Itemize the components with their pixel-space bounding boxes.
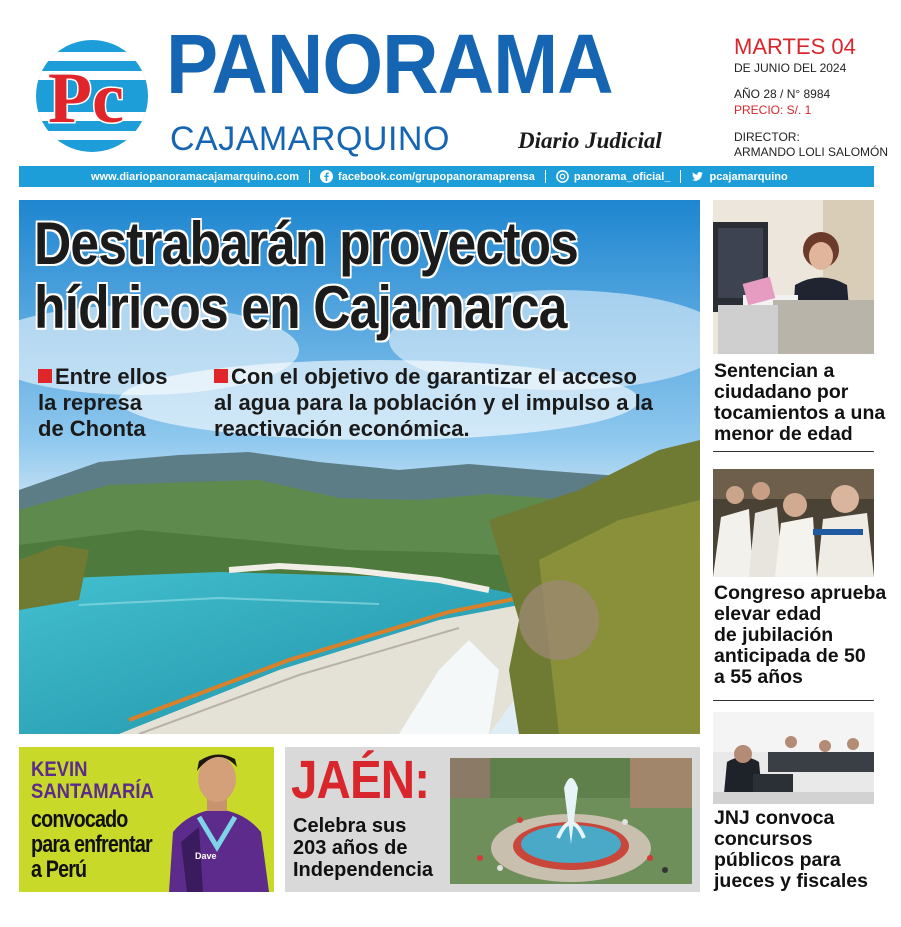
svg-text:Pc: Pc — [48, 58, 124, 138]
player-name: KEVIN SANTAMARÍA — [31, 758, 154, 803]
fountain-plaza-photo — [450, 758, 692, 884]
twitter-icon — [691, 170, 704, 183]
director-name: ARMANDO LOLI SALOMÓN — [734, 145, 889, 159]
instagram-link[interactable]: panorama_oficial_ — [556, 170, 671, 183]
website-link[interactable]: www.diariopanoramacajamarquino.com — [91, 170, 300, 183]
side-story-1: Sentencian a ciudadano por tocamientos a una menor de edad — [714, 360, 886, 445]
facebook-icon — [320, 170, 333, 183]
newspaper-title: PANORAMA — [166, 17, 613, 111]
jaen-story-text: Celebra sus 203 años de Independencia — [293, 815, 434, 881]
main-headline-line: hídricos en Cajamarca — [34, 274, 567, 341]
divider — [309, 170, 310, 183]
player-photo — [159, 747, 274, 892]
red-square-bullet — [214, 369, 228, 383]
main-headline — [34, 212, 578, 340]
courtroom-photo — [713, 200, 874, 354]
side-story-3: JNJ convoca concursos públicos para jueces y fiscales — [714, 807, 868, 892]
svg-text:Dave: Dave — [195, 851, 217, 861]
issue-number: AÑO 28 / N° 8984 — [734, 87, 831, 101]
side-story-2: Congreso aprueba elevar edad de jubilación anticipada de 50 a 55 años — [714, 582, 887, 688]
bullet-chonta: Entre ellos la represa de Chonta — [38, 364, 168, 441]
director-label: DIRECTOR: — [734, 130, 800, 144]
date-day: MARTES 04 — [734, 34, 856, 59]
twitter-link[interactable]: pcajamarquino — [691, 170, 787, 183]
facebook-link[interactable]: facebook.com/grupopanoramaprensa — [320, 170, 535, 183]
divider — [680, 170, 681, 183]
panorama-logo — [34, 38, 150, 154]
divider — [713, 451, 874, 452]
tagline: Diario Judicial — [518, 128, 662, 153]
price: PRECIO: S/. 1 — [734, 103, 812, 117]
date-rest: DE JUNIO DEL 2024 — [734, 61, 847, 75]
red-square-bullet — [38, 369, 52, 383]
instagram-icon — [556, 170, 569, 183]
social-bar — [19, 166, 874, 187]
jaen-title: JAÉN: — [291, 750, 430, 810]
player-story-text: convocado para enfrentar a Perú — [31, 806, 152, 883]
retirees-photo — [713, 469, 874, 577]
newspaper-subtitle: CAJAMARQUINO — [170, 120, 450, 158]
kevin-santamaria-box — [19, 747, 274, 892]
jaen-box — [285, 747, 700, 892]
divider — [545, 170, 546, 183]
main-headline-line: Destrabarán proyectos — [34, 210, 579, 277]
divider — [713, 700, 874, 701]
jnj-session-photo — [713, 712, 874, 804]
bullet-objective: Con el objetivo de garantizar el acceso al agua para la población y el impulso a la reactivación económica. — [214, 364, 653, 441]
